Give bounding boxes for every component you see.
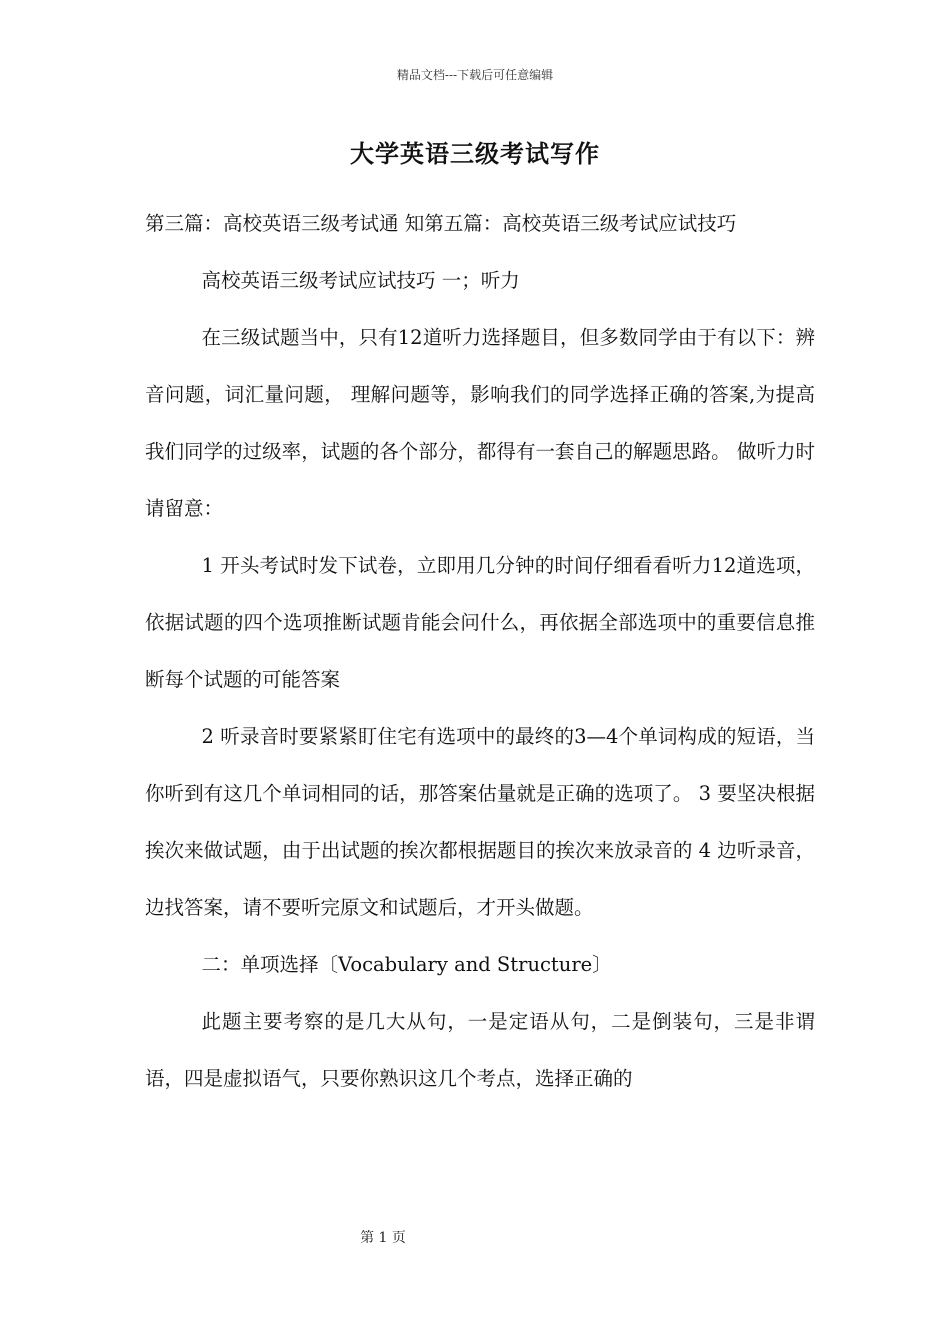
paragraph-vocabulary-heading: 二：单项选择〔Vocabulary and Structure〕 (201, 953, 612, 976)
paragraph-tip-1: 1 开头考试时发下试卷，立即用几分钟的时间仔细看看听力12道选项，依据试题的四个选项推断试题肯能会问什么，再依据全部选项中的重要信息推断每个试题的可能答案 (145, 554, 815, 691)
header-note: 精品文档---下载后可任意编辑 (396, 68, 554, 82)
paragraph-listening-intro: 在三级试题当中，只有12道听力选择题目，但多数同学由于有以下：辨音问题，词汇量问题， 理解问题等，影响我们的同学选择正确的答案,为提高我们同学的过级率，试题的各个部分，都得有一套自己的解题思路。 做听力时请留意： (145, 326, 815, 520)
paragraph-vocabulary-body: 此题主要考察的是几大从句，一是定语从句，二是倒装句，三是非谓语，四是虚拟语气，只要你熟识这几个考点，选择正确的 (145, 1010, 815, 1090)
paragraph-listening-heading: 高校英语三级考试应试技巧 一；听力 (201, 269, 520, 292)
document-body (145, 195, 815, 1107)
document-title: 大学英语三级考试写作 (350, 139, 600, 168)
page-number: 第 1 页 (360, 1230, 406, 1246)
paragraph-section-heading: 第三篇：高校英语三级考试通 知第五篇：高校英语三级考试应试技巧 (145, 212, 737, 235)
paragraph-tip-2-4: 2 听录音时要紧紧盯住宅有选项中的最终的3—4个单词构成的短语，当你听到有这几个单词相同的话，那答案估量就是正确的选项了。 3 要坚决根据挨次来做试题，由于出试题的挨次都根据题目的挨次来放录音的 4 边听录音，边找答案，请不要听完原文和试题后，才开头做题。 (145, 725, 815, 919)
